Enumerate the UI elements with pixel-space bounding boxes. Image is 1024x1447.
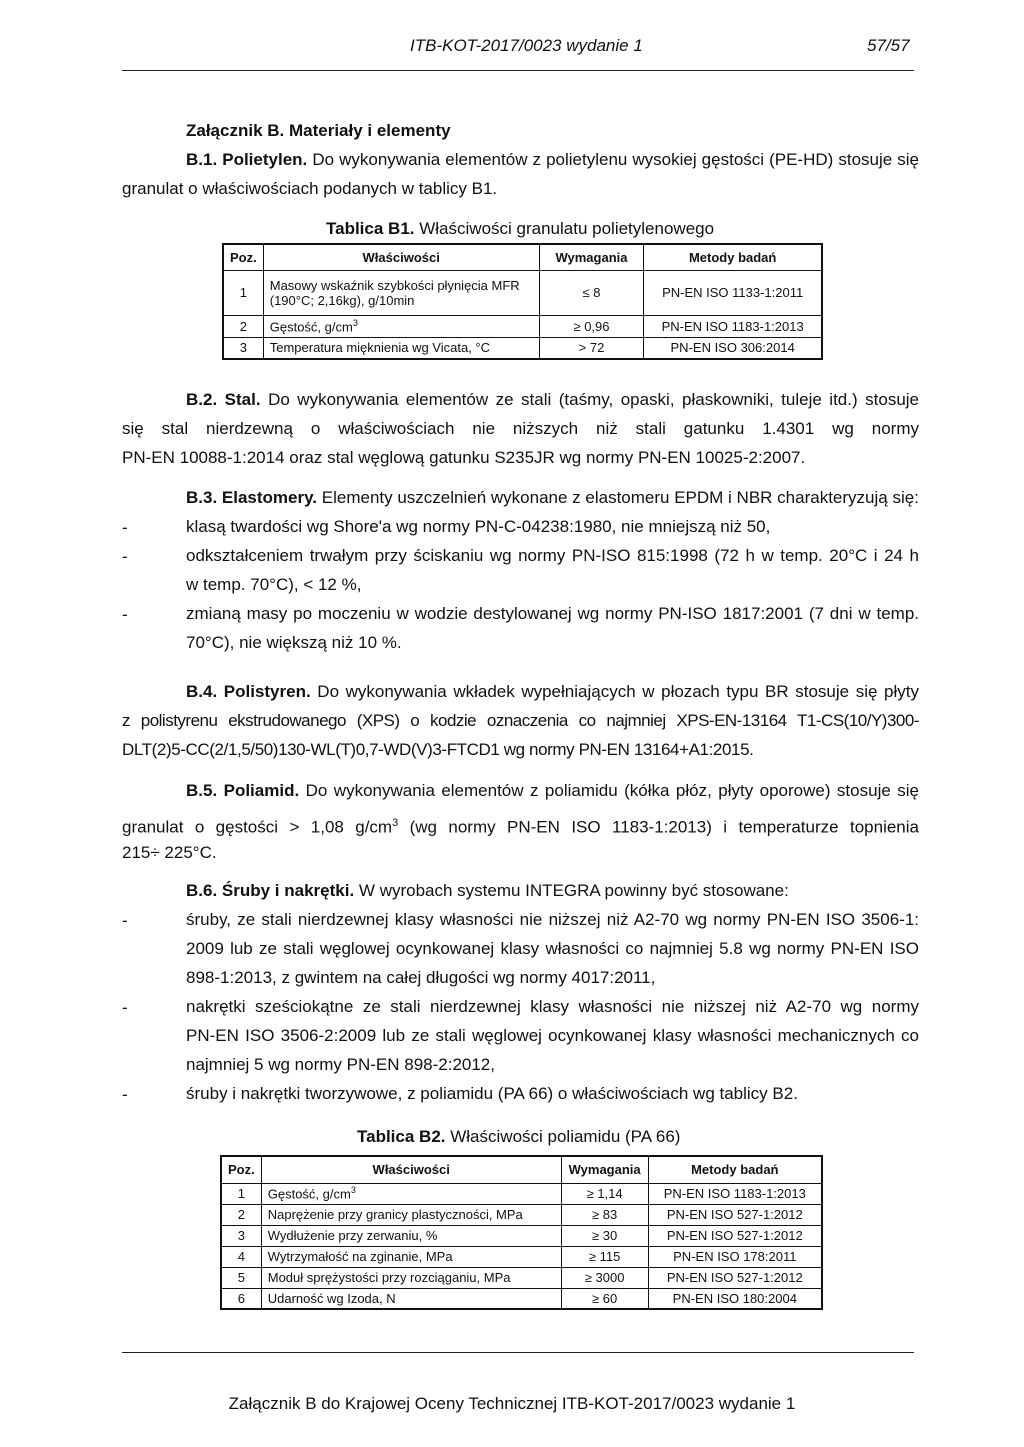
- b4-heading: B.4. Polistyren.: [186, 682, 311, 701]
- b6-item3: śruby i nakrętki tworzywowe, z poliamidu (PA 66) o właściwościach wg tablicy B2.: [186, 1084, 798, 1103]
- table-row: 1 Masowy wskaźnik szybkości płynięcia MFR (190°C; 2,16kg), g/10min ≤ 8 PN-EN ISO 1133-1:2011: [223, 270, 822, 315]
- annex-title: Załącznik B. Materiały i elementy: [186, 121, 451, 140]
- b2-paragraph-line2: się stal nierdzewną o właściwościach nie niższych niż stali gatunku 1.4301 wg normy: [122, 419, 919, 438]
- b3-paragraph-line1: B.3. Elastomery. Elementy uszczelnień wykonane z elastomeru EPDM i NBR charakteryzują się:: [186, 488, 919, 507]
- table1-header-row: [223, 244, 822, 270]
- table-row: 2 Naprężenie przy granicy plastyczności, MPa ≥ 83 PN-EN ISO 527-1:2012: [221, 1204, 822, 1225]
- b2-heading: B.2. Stal.: [186, 390, 261, 409]
- table2-header-prop: Właściwości: [261, 1156, 561, 1183]
- table2-header-method: Metody badań: [648, 1156, 822, 1183]
- b4-paragraph-line2: z polistyrenu ekstrudowanego (XPS) o kodzie oznaczenia co najmniej XPS-EN-13164 T1-CS(10/Y)300-: [122, 711, 919, 730]
- table-row: 6 Udarność wg Izoda, N ≥ 60 PN-EN ISO 180:2004: [221, 1288, 822, 1309]
- table-row: 4 Wytrzymałość na zginanie, MPa ≥ 115 PN-EN ISO 178:2011: [221, 1246, 822, 1267]
- table1-header-method: Metody badań: [644, 244, 822, 270]
- table-row: 2 Gęstość, $g/cm^3$ ≥ 0,96 PN-EN ISO 1183-1:2013: [223, 315, 822, 337]
- footer-rule: [122, 1352, 914, 1353]
- bullet-dash: -: [122, 547, 128, 566]
- footer-text: Załącznik B do Krajowej Oceny Technicznej ITB-KOT-2017/0023 wydanie 1: [228, 1394, 796, 1413]
- b3-item2-line1: odkształceniem trwałym przy ściskaniu wg normy PN-ISO 815:1998 (72 h w temp. 20°C i 24 h: [186, 546, 919, 565]
- b1-heading: B.1. Polietylen.: [186, 150, 308, 169]
- table1-caption: Tablica B1. Właściwości granulatu polietylenowego: [326, 219, 715, 238]
- table-row: 3 Temperatura mięknienia wg Vicata, °C > 72 PN-EN ISO 306:2014: [223, 337, 822, 359]
- b3-heading: B.3. Elastomery.: [186, 488, 318, 507]
- bullet-dash: -: [122, 605, 128, 624]
- header-page-number: 57/57: [867, 36, 910, 55]
- table-row: 5 Moduł sprężystości przy rozciąganiu, MPa ≥ 3000 PN-EN ISO 527-1:2012: [221, 1267, 822, 1288]
- b6-item2-line3: najmniej 5 wg normy PN-EN 898-2:2012,: [186, 1055, 495, 1074]
- table2: [220, 1155, 823, 1310]
- b3-item1: klasą twardości wg Shore'a wg normy PN-C-04238:1980, nie mniejszą niż 50,: [186, 517, 771, 536]
- b6-item1-line1: śruby, ze stali nierdzewnej klasy własności nie niższej niż A2-70 wg normy PN-EN ISO 3506-1:: [186, 910, 919, 929]
- table2-header-poz: Poz.: [221, 1156, 261, 1183]
- bullet-dash: -: [122, 1085, 128, 1104]
- b6-heading: B.6. Śruby i nakrętki.: [186, 881, 355, 900]
- table1-header-poz: Poz.: [223, 244, 263, 270]
- b1-paragraph-line2: granulat o właściwościach podanych w tablicy B1.: [122, 179, 498, 198]
- b6-item1-line2: 2009 lub ze stali węglowej ocynkowanej klasy własności co najmniej 5.8 wg normy PN-EN ISO: [186, 939, 919, 958]
- table2-caption: Tablica B2. Właściwości poliamidu (PA 66): [357, 1127, 681, 1146]
- b5-paragraph-line1: B.5. Poliamid. Do wykonywania elementów z poliamidu (kółka płóz, płyty oporowe) stosuje się: [186, 781, 919, 800]
- b4-paragraph-line1: B.4. Polistyren. Do wykonywania wkładek wypełniających w płozach typu BR stosuje się płyty: [186, 682, 919, 701]
- b6-item1-line3: 898-1:2013, z gwintem na całej długości wg normy 4017:2011,: [186, 968, 656, 987]
- table-row: 1 Gęstość, $g/cm^3$ ≥ 1,14 PN-EN ISO 1183-1:2013: [221, 1183, 822, 1204]
- table1-header-prop: Właściwości: [263, 244, 539, 270]
- b2-paragraph-line1: B.2. Stal. Do wykonywania elementów ze stali (taśmy, opaski, płaskowniki, tuleje itd.) stosuje: [186, 390, 920, 409]
- table1: [222, 243, 823, 360]
- b3-item2-line2: w temp. 70°C), < 12 %,: [186, 575, 362, 594]
- bullet-dash: -: [122, 518, 128, 537]
- b5-heading: B.5. Poliamid.: [186, 781, 300, 800]
- b1-paragraph-line1: B.1. Polietylen. Do wykonywania elementów z polietylenu wysokiej gęstości (PE-HD) stosuje się: [186, 150, 920, 169]
- b6-item2-line1: nakrętki sześciokątne ze stali nierdzewnej klasy własności nie niższej niż A2-70 wg normy: [186, 997, 919, 1016]
- b5-paragraph-line3: 215÷ 225°C.: [122, 843, 217, 862]
- header-doc-id: ITB-KOT-2017/0023 wydanie 1: [410, 36, 643, 55]
- table2-header-req: Wymagania: [561, 1156, 648, 1183]
- header-rule: [122, 70, 914, 71]
- b4-paragraph-line3: DLT(2)5-CC(2/1,5/50)130-WL(T)0,7-WD(V)3-FTCD1 wg normy PN-EN 13164+A1:2015.: [122, 740, 754, 759]
- b6-item2-line2: PN-EN ISO 3506-2:2009 lub ze stali węglowej ocynkowanej klasy własności mechanicznych co: [186, 1026, 919, 1045]
- b3-item3-line1: zmianą masy po moczeniu w wodzie destylowanej wg normy PN-ISO 1817:2001 (7 dni w temp.: [186, 604, 919, 623]
- table2-header-row: [221, 1156, 822, 1183]
- b5-paragraph-line2: granulat o gęstości > 1,08 $g/cm^3$ (wg normy PN-EN ISO 1183-1:2013) i temperaturze topnienia: [122, 817, 919, 837]
- bullet-dash: -: [122, 998, 128, 1017]
- table-row: 3 Wydłużenie przy zerwaniu, % ≥ 30 PN-EN ISO 527-1:2012: [221, 1225, 822, 1246]
- b3-item3-line2: 70°C), nie większą niż 10 %.: [186, 633, 402, 652]
- b6-paragraph-line1: B.6. Śruby i nakrętki. W wyrobach systemu INTEGRA powinny być stosowane:: [186, 881, 789, 900]
- bullet-dash: -: [122, 911, 128, 930]
- table1-header-req: Wymagania: [539, 244, 644, 270]
- b2-paragraph-line3: PN-EN 10088-1:2014 oraz stal węglową gatunku S235JR wg normy PN-EN 10025-2:2007.: [122, 448, 806, 467]
